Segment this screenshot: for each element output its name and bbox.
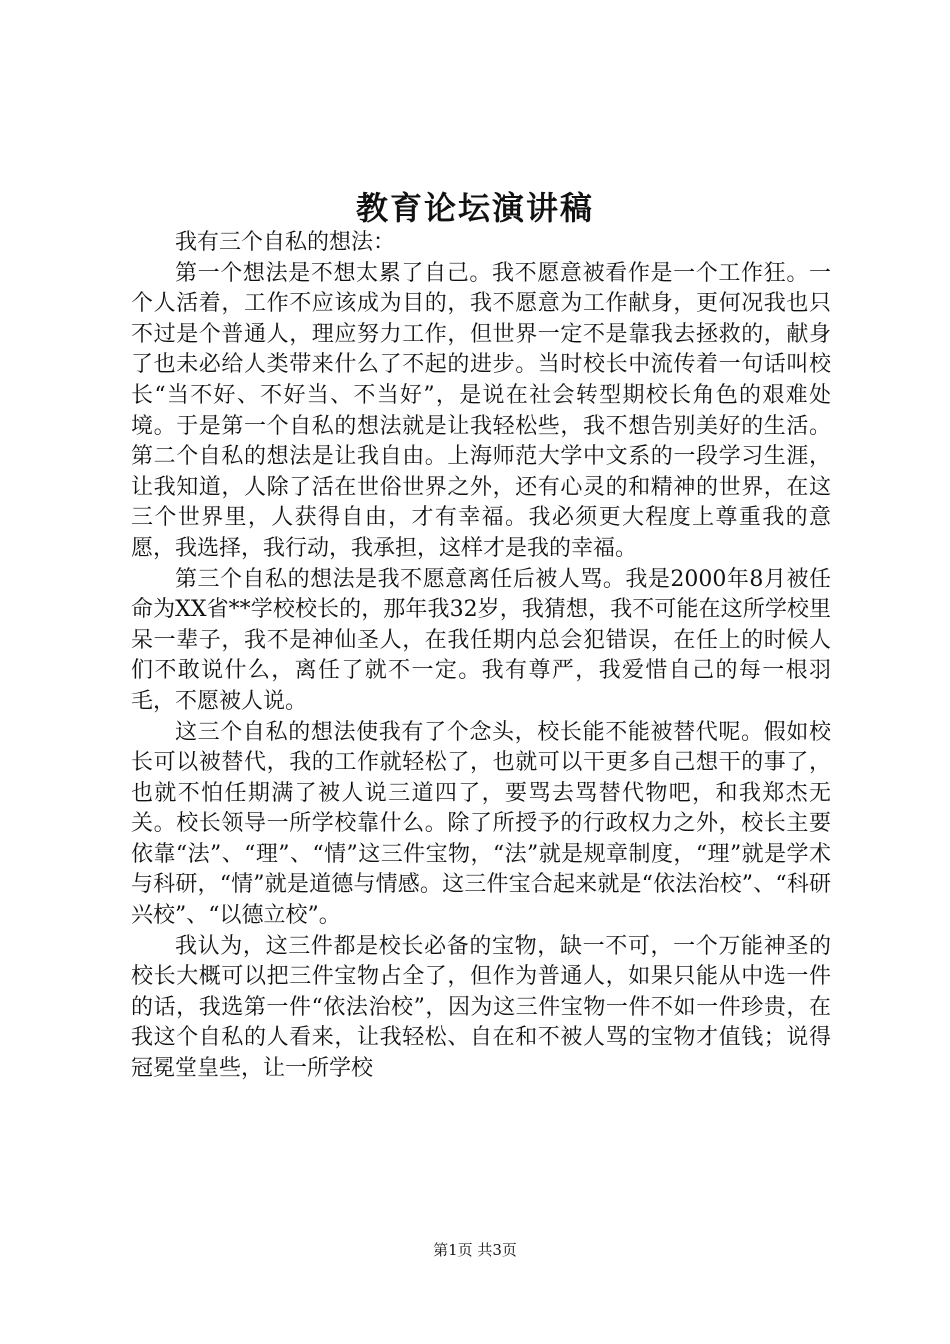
paragraph: 第一个想法是不想太累了自己。我不愿意被看作是一个工作狂。一个人活着，工作不应该成为目的，我不愿意为工作献身，更何况我也只不过是个普通人，理应努力工作，但世界一定不是靠我去拯救的，献身了也未必给人类带来什么了不起的进步。当时校长中流传着一句话叫校长“当不好、不好当、不当好”，是说在社会转型期校长角色的艰难处境。于是第一个自私的想法就是让我轻松些，我不想告别美好的生活。第二个自私的想法是让我自由。上海师范大学中文系的一段学习生涯，让我知道，人除了活在世俗世界之外，还有心灵的和精神的世界，在这三个世界里，人获得自由，才有幸福。我必须更大程度上尊重我的意愿，我选择，我行动，我承担，这样才是我的幸福。	[131, 260, 831, 561]
paragraph: 第三个自私的想法是我不愿意离任后被人骂。我是2000年8月被任命为XX省**学校校长的，那年我32岁，我猜想，我不可能在这所学校里呆一辈子，我不是神仙圣人，在我任期内总会犯错误，在任上的时候人们不敢说什么，离任了就不一定。我有尊严，我爱惜自己的每一根羽毛，不愿被人说。	[131, 566, 831, 714]
document-title: 教育论坛演讲稿	[355, 189, 594, 227]
page-footer: 第1页 共3页	[433, 1241, 517, 1259]
paragraph: 这三个自私的想法使我有了个念头，校长能不能被替代呢。假如校长可以被替代，我的工作就轻松了，也就可以干更多自己想干的事了，也就不怕任期满了被人说三道四了，要骂去骂替代物吧，和我郑杰无关。校长领导一所学校靠什么。除了所授予的行政权力之外，校长主要依靠“法”、“理”、“情”这三件宝物，“法”就是规章制度，“理”就是学术与科研，“情”就是道德与情感。这三件宝合起来就是“依法治校”、“科研兴校”、“以德立校”。	[131, 719, 831, 929]
document-body	[131, 228, 831, 1085]
paragraph: 我认为，这三件都是校长必备的宝物，缺一不可，一个万能神圣的校长大概可以把三件宝物占全了，但作为普通人，如果只能从中选一件的话，我选第一件“依法治校”，因为这三件宝物一件不如一件珍贵，在我这个自私的人看来，让我轻松、自在和不被人骂的宝物才值钱；说得冠冕堂皇些，让一所学校	[131, 933, 831, 1082]
paragraph: 我有三个自私的想法：	[175, 230, 396, 255]
